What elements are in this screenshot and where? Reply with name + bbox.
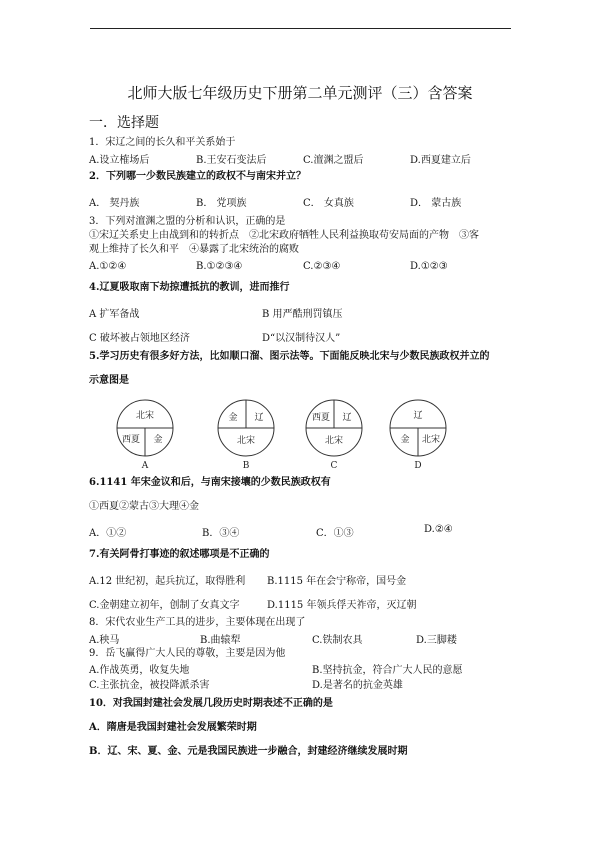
q4-option-b: B 用严酷刑罚镇压 xyxy=(262,309,343,320)
diagram-a-right-label: 金 xyxy=(153,435,163,445)
q6-option-a: A．①② xyxy=(89,528,127,539)
q9-stem: 9．岳飞赢得广大人民的尊敬，主要是因为他 xyxy=(89,648,286,659)
q6-stem: 6.1141 年宋金议和后，与南宋接壤的少数民族政权有 xyxy=(89,477,331,488)
q2-option-a: A． 契丹族 xyxy=(89,198,140,209)
q8-option-c: C.铁制农具 xyxy=(312,635,363,646)
header-rule xyxy=(90,28,511,29)
diagram-d-left-label: 金 xyxy=(400,435,410,445)
q3-option-c: C.②③④ xyxy=(303,261,341,272)
q8-stem: 8．宋代农业生产工具的进步，主要体现在出现了 xyxy=(89,617,306,628)
q5-line2: 示意图是 xyxy=(89,375,129,386)
q1-option-a: A.设立榷场后 xyxy=(89,155,150,166)
q2-option-c: C． 女真族 xyxy=(303,198,354,209)
q7-option-b: B.1115 年在会宁称帝，国号金 xyxy=(267,576,407,587)
diagram-c-left-label: 西夏 xyxy=(311,413,331,423)
diagram-d-letter: D xyxy=(414,461,422,470)
q7-option-d: D.1115 年领兵俘天祚帝，灭辽朝 xyxy=(267,600,417,611)
diagram-b-right-label: 辽 xyxy=(254,413,264,423)
diagram-c-letter: C xyxy=(330,461,338,470)
diagram-a-top-label: 北宋 xyxy=(135,411,155,421)
q10-option-b: B．辽、宋、夏、金、元是我国民族进一步融合，封建经济继续发展时期 xyxy=(89,746,408,757)
q2-option-d: D． 蒙古族 xyxy=(410,198,462,209)
q6-option-c: C．①③ xyxy=(316,528,354,539)
q2-option-b: B． 党项族 xyxy=(196,198,247,209)
q1-option-b: B.王安石变法后 xyxy=(196,155,267,166)
q9-option-b: B.坚持抗金，符合广大人民的意愿 xyxy=(312,665,463,676)
diagram-b-left-label: 金 xyxy=(228,413,238,423)
q4-option-d: D“以汉制待汉人” xyxy=(262,333,341,344)
q3-line3: 观上维持了长久和平 ④暴露了北宋统治的腐败 xyxy=(89,244,299,255)
diagram-a-letter: A xyxy=(141,461,149,470)
q3-line2: ①宋辽关系史上由战到和的转折点 ②北宋政府牺牲人民利益换取苟安局面的产物 ③客 xyxy=(89,230,479,241)
q9-option-a: A.作战英勇，收复失地 xyxy=(89,665,190,676)
diagram-c-right-label: 辽 xyxy=(342,413,352,423)
q9-option-c: C.主张抗金，被投降派杀害 xyxy=(89,680,210,691)
q7-option-a: A.12 世纪初，起兵抗辽，取得胜利 xyxy=(89,576,246,587)
q7-option-c: C.金朝建立初年，创制了女真文字 xyxy=(89,600,240,611)
q8-option-b: B.曲辕犁 xyxy=(200,635,241,646)
diagram-b xyxy=(214,398,278,474)
q6-line2: ①西夏②蒙古③大理④金 xyxy=(89,501,199,512)
q3-option-d: D.①②③ xyxy=(410,261,448,272)
q4-stem: 4.辽夏吸取南下劫掠遭抵抗的教训，进而推行 xyxy=(89,282,290,293)
q10-stem: 10．对我国封建社会发展几段历史时期表述不正确的是 xyxy=(89,698,333,709)
q9-option-d: D.是著名的抗金英雄 xyxy=(312,680,403,691)
q6-option-d: D.②④ xyxy=(424,524,453,535)
q10-option-a: A．隋唐是我国封建社会发展繁荣时期 xyxy=(89,722,257,733)
diagram-a-left-label: 西夏 xyxy=(121,435,141,445)
diagram-b-bottom-label: 北宋 xyxy=(236,436,256,446)
q3-option-a: A.①②④ xyxy=(89,261,127,272)
diagram-c-bottom-label: 北宋 xyxy=(324,436,344,446)
q3-stem: 3．下列对澶渊之盟的分析和认识，正确的是 xyxy=(89,216,286,227)
q4-option-a: A 扩军备战 xyxy=(89,309,140,320)
diagram-d-right-label: 北宋 xyxy=(421,435,441,445)
diagram-d-top-label: 辽 xyxy=(413,411,423,421)
q1-stem: 1．宋辽之间的长久和平关系始于 xyxy=(89,137,236,148)
page-title: 北师大版七年级历史下册第二单元测评（三）含答案 xyxy=(127,84,473,102)
q8-option-a: A.秧马 xyxy=(89,635,120,646)
q5-line1: 5.学习历史有很多好方法，比如顺口溜、图示法等。下面能反映北宋与少数民族政权并立的 xyxy=(89,351,490,362)
section-heading: 一．选择题 xyxy=(89,115,159,131)
diagram-c xyxy=(302,398,366,474)
q7-stem: 7.有关阿骨打事迹的叙述哪项是不正确的 xyxy=(89,549,270,560)
diagram-d xyxy=(386,398,450,474)
q8-option-d: D.三脚耧 xyxy=(416,635,457,646)
diagram-b-letter: B xyxy=(242,461,250,470)
q4-option-c: C 破坏被占领地区经济 xyxy=(89,333,190,344)
q1-option-d: D.西夏建立后 xyxy=(410,155,471,166)
q6-option-b: B．③④ xyxy=(202,528,240,539)
diagram-a xyxy=(113,398,177,474)
q2-stem: 2．下列哪一少数民族建立的政权不与南宋并立？ xyxy=(89,171,306,182)
q3-option-b: B.①②③④ xyxy=(196,261,243,272)
q1-option-c: C.澶渊之盟后 xyxy=(303,155,364,166)
